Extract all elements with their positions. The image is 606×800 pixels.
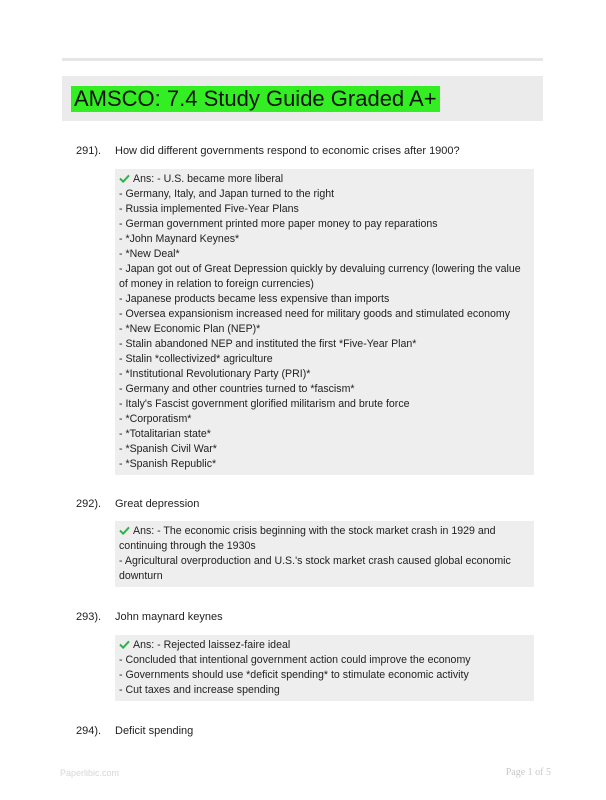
- question-text: John maynard keynes: [115, 611, 223, 623]
- answer-text: Ans: - U.S. became more liberal: [133, 173, 284, 185]
- question-number: 294).: [76, 725, 102, 737]
- title-band: [62, 76, 543, 121]
- answer-line: - Germany, Italy, and Japan turned to the right: [119, 188, 335, 200]
- question-text: Deficit spending: [115, 725, 194, 737]
- check-icon: [119, 640, 130, 649]
- answer-box: [115, 521, 534, 587]
- answer-line: - Cut taxes and increase spending: [119, 684, 280, 696]
- answer-line: - Governments should use *deficit spending* to stimulate economic activity: [119, 669, 469, 681]
- answer-line: [119, 524, 530, 554]
- question-text: How did different governments respond to economic crises after 1900?: [115, 145, 460, 157]
- answer-line: - *Spanish Republic*: [119, 458, 217, 470]
- answer-line: - *Corporatism*: [119, 413, 192, 425]
- answer-line: - Concluded that intentional government action could improve the economy: [119, 654, 471, 666]
- question-number: 292).: [76, 498, 102, 510]
- answer-box: [115, 635, 534, 701]
- answer-line: - Oversea expansionism increased need for military goods and stimulated economy: [119, 308, 510, 320]
- page-indicator: Page 1 of 5: [505, 767, 551, 778]
- answer-line: - Russia implemented Five-Year Plans: [119, 203, 299, 215]
- answer-line: - Japanese products became less expensive than imports: [119, 293, 390, 305]
- answer-line: - *Institutional Revolutionary Party (PRI)*: [119, 368, 311, 380]
- answer-line: [119, 638, 530, 653]
- question-number: 291).: [76, 145, 102, 157]
- footer-site: Paperlibic.com: [60, 768, 120, 778]
- answer-line: - Italy's Fascist government glorified militarism and brute force: [119, 398, 410, 410]
- top-rule: [62, 58, 543, 61]
- answer-line: - Stalin abandoned NEP and instituted the first *Five-Year Plan*: [119, 338, 417, 350]
- question-number: 293).: [76, 611, 102, 623]
- answer-line: - *New Economic Plan (NEP)*: [119, 323, 261, 335]
- answer-line: - German government printed more paper money to pay reparations: [119, 218, 438, 230]
- answer-line: - Stalin *collectivized* agriculture: [119, 353, 273, 365]
- answer-text: Ans: - Rejected laissez-faire ideal: [133, 639, 291, 651]
- question-text: Great depression: [115, 498, 200, 510]
- answer-line: - Agricultural overproduction and U.S.'s stock market crash caused global economic downturn: [119, 555, 511, 582]
- answer-line: - *Totalitarian state*: [119, 428, 211, 440]
- answer-text: Ans: - The economic crisis beginning with the stock market crash in 1929 and continuing through the 1930s: [119, 525, 496, 552]
- answer-line: - *John Maynard Keynes*: [119, 233, 240, 245]
- answer-box: [115, 169, 534, 475]
- page-title: AMSCO: 7.4 Study Guide Graded A+: [71, 86, 440, 112]
- check-icon: [119, 174, 130, 183]
- answer-line: - *New Deal*: [119, 248, 180, 260]
- answer-line: [119, 172, 530, 187]
- answer-line: - Germany and other countries turned to *fascism*: [119, 383, 355, 395]
- answer-line: - *Spanish Civil War*: [119, 443, 217, 455]
- check-icon: [119, 526, 130, 535]
- answer-line: - Japan got out of Great Depression quickly by devaluing currency (lowering the value of money in relation to foreign currencies): [119, 263, 521, 290]
